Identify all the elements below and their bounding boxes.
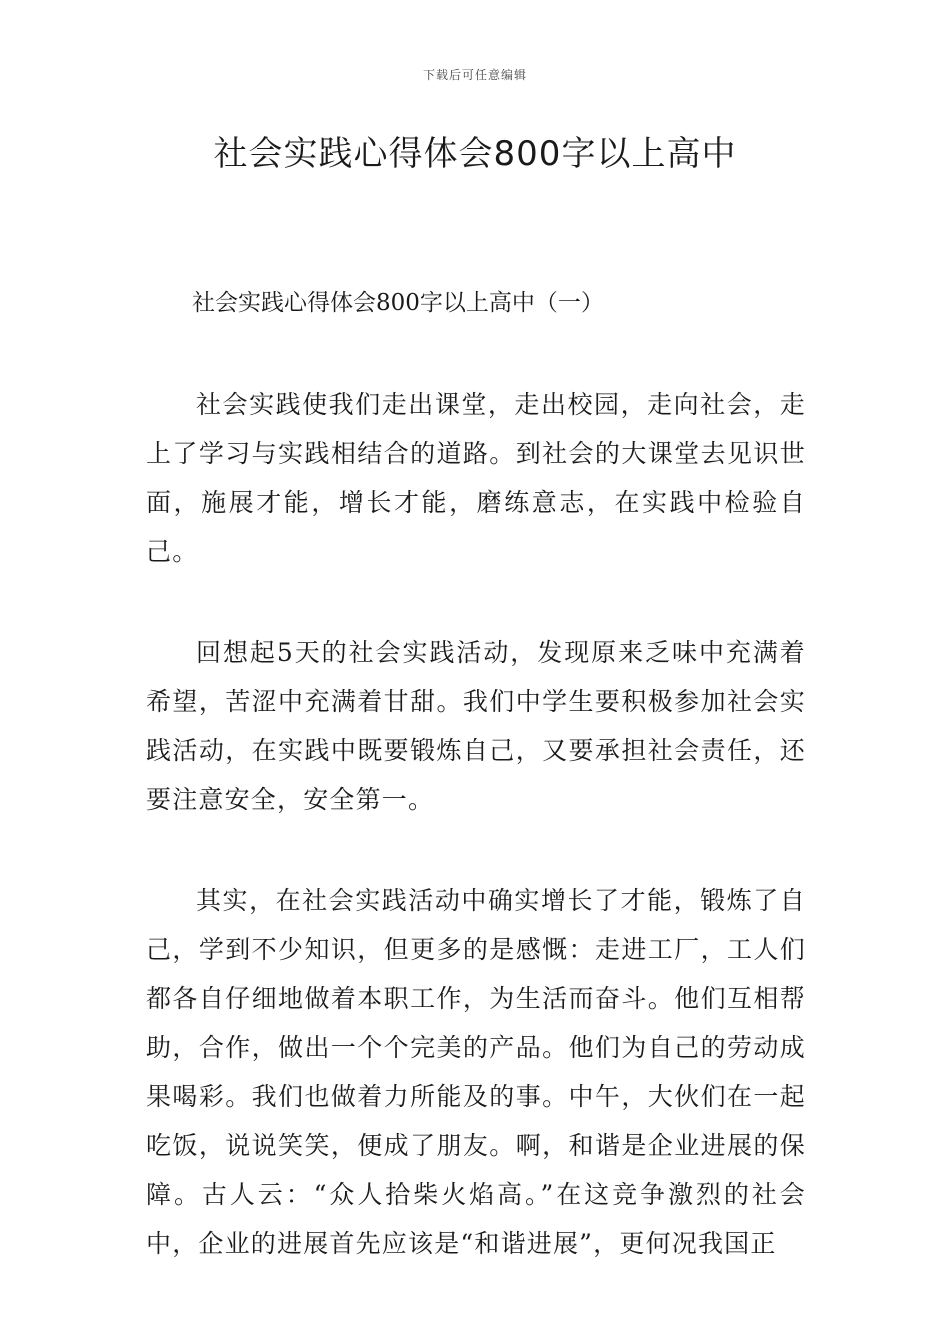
paragraph-3: 其实，在社会实践活动中确实增长了才能，锻炼了自己，学到不少知识，但更多的是感慨：走进工厂，工人们都各自仔细地做着本职工作，为生活而奋斗。他们互相帮助，合作，做出一个个完美的产品。他们为自己的劳动成果喝彩。我们也做着力所能及的事。中午，大伙们在一起吃饭，说说笑笑，便成了朋友。啊，和谐是企业进展的保障。古人云：“众人拾柴火焰高。”在这竞争激烈的社会中，企业的进展首先应该是“和谐进展”，更何况我国正: [146, 886, 806, 1258]
document-body: [146, 278, 806, 1320]
section-subtitle: 社会实践心得体会800字以上高中（一）: [192, 290, 604, 316]
page-header-note: 下载后可任意编辑: [422, 68, 527, 82]
paragraph-2: 回想起5天的社会实践活动，发现原来乏味中充满着希望，苦涩中充满着甘甜。我们中学生要积极参加社会实践活动，在实践中既要锻炼自己，又要承担社会责任，还要注意安全，安全第一。: [146, 638, 806, 814]
paragraph-1: 社会实践使我们走出课堂，走出校园，走向社会，走上了学习与实践相结合的道路。到社会的大课堂去见识世面，施展才能，增长才能，磨练意志，在实践中检验自己。: [146, 390, 806, 566]
document-title: 社会实践心得体会800字以上高中: [213, 134, 737, 174]
